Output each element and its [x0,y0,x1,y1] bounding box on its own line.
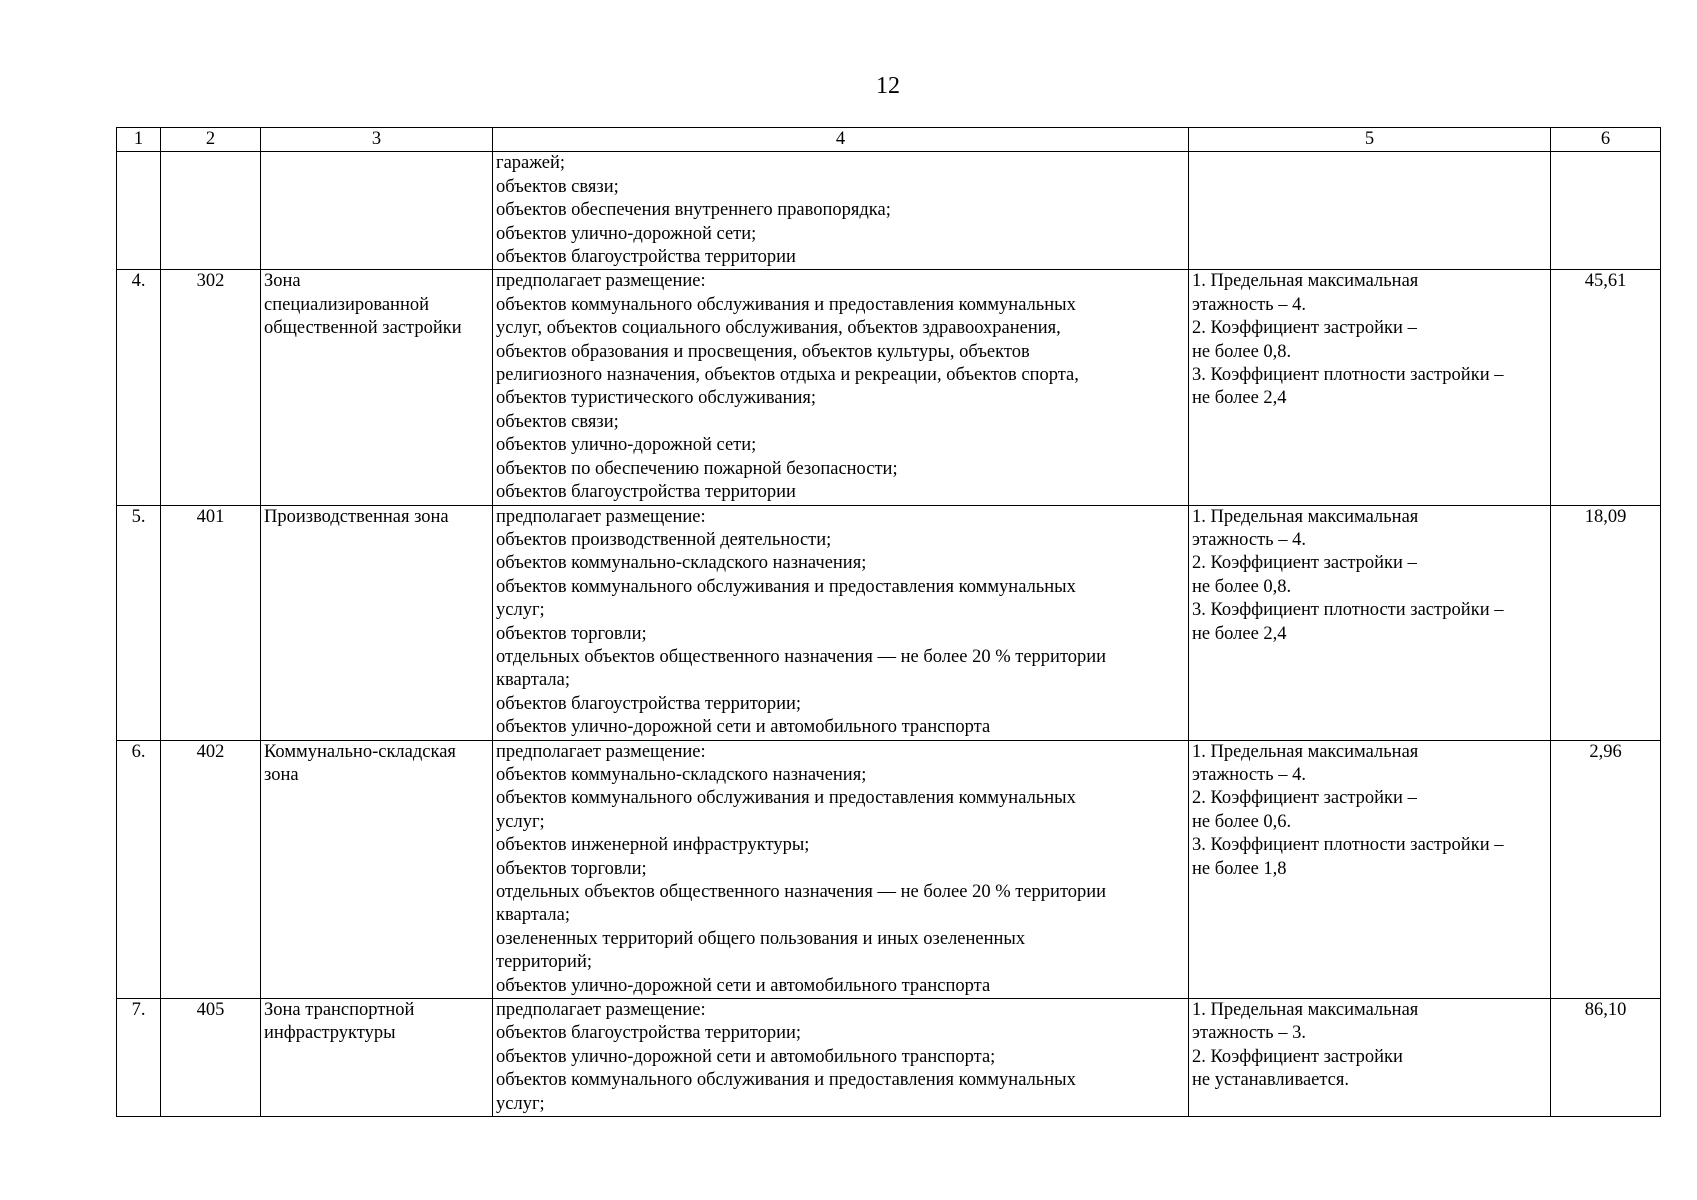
zone-name-line: зона [264,764,299,785]
placement-line: объектов улично-дорожной сети и автомобильного транспорта; [496,1046,996,1067]
placement-line: объектов инженерной инфраструктуры; [496,835,810,856]
page-number: 12 [876,73,900,99]
zone-name-line: Производственная зона [264,506,449,527]
table-row [117,270,1661,505]
placement-line: отдельных объектов общественного назначения — не более 20 % территории [496,882,1107,902]
zone-code-cell [161,152,261,270]
parameters-cell [1189,740,1551,998]
table-body [117,152,1661,1117]
row-number-cell: 4. [117,270,161,505]
parameters-line: 2. Коэффициент застройки – [1192,318,1417,339]
placement-line: квартала; [496,905,570,926]
parameters-line: не устанавливается. [1192,1070,1350,1091]
header-row [117,128,1661,152]
area-cell [1551,152,1661,270]
placement-cell [493,505,1189,740]
row-number-cell [117,152,161,270]
placement-line: объектов обеспечения внутреннего правопорядка; [496,200,891,221]
placement-line: объектов улично-дорожной сети; [496,435,757,456]
placement-line: объектов по обеспечению пожарной безопасности; [496,458,898,479]
table-row [117,999,1661,1117]
placement-line: предполагает размещение: [496,741,706,762]
placement-line: услуг; [496,600,545,621]
table-header [117,128,1661,152]
parameters-line: не более 2,4 [1192,623,1287,644]
zone-name-line: Зона транспортной [264,1000,415,1021]
zone-name-cell [261,152,493,270]
placement-line: услуг; [496,1093,545,1114]
placement-line: объектов торговли; [496,858,647,879]
placement-cell [493,152,1189,270]
placement-line: объектов улично-дорожной сети и автомобильного транспорта [496,717,991,738]
placement-cell [493,740,1189,998]
placement-line: объектов коммунального обслуживания и предоставления коммунальных [496,576,1076,597]
parameters-line: не более 0,8. [1192,576,1292,597]
parameters-cell [1189,505,1551,740]
placement-line: объектов благоустройства территории [496,247,796,268]
placement-line: объектов коммунального обслуживания и предоставления коммунальных [496,294,1076,315]
parameters-line: этажность – 3. [1192,1023,1306,1044]
zone-code-cell: 405 [161,999,261,1117]
parameters-line: 2. Коэффициент застройки [1192,1046,1403,1067]
placement-line: объектов связи; [496,411,619,432]
placement-line: предполагает размещение: [496,1000,706,1021]
zone-name-cell [261,270,493,505]
placement-line: объектов образования и просвещения, объектов культуры, объектов [496,341,1030,362]
area-cell: 2,96 [1551,740,1661,998]
parameters-cell [1189,270,1551,505]
placement-line: объектов торговли; [496,623,647,644]
parameters-line: 2. Коэффициент застройки – [1192,553,1417,574]
parameters-line: 1. Предельная максимальная [1192,741,1419,762]
placement-line: объектов улично-дорожной сети; [496,223,757,244]
placement-line: религиозного назначения, объектов отдыха и рекреации, объектов спорта, [496,365,1079,386]
placement-line: объектов благоустройства территории; [496,1023,802,1044]
column-header-4: 4 [493,128,1189,152]
zone-name-line: общественной застройки [264,318,462,339]
placement-line: объектов коммунального обслуживания и предоставления коммунальных [496,788,1076,809]
zone-code-cell: 401 [161,505,261,740]
placement-line: квартала; [496,670,570,691]
parameters-line: этажность – 4. [1192,294,1306,315]
column-header-3: 3 [261,128,493,152]
parameters-line: 1. Предельная максимальная [1192,271,1419,292]
placement-line: услуг, объектов социального обслуживания, объектов здравоохранения, [496,318,1061,339]
placement-line: предполагает размещение: [496,271,706,292]
placement-line: объектов связи; [496,176,619,197]
placement-line: объектов коммунально-складского назначения; [496,764,867,785]
placement-line: озелененных территорий общего пользования и иных озелененных [496,928,1026,949]
parameters-line: 2. Коэффициент застройки – [1192,788,1417,809]
zone-name-line: инфраструктуры [264,1023,396,1044]
parameters-line: не более 1,8 [1192,858,1287,879]
zone-name-cell [261,999,493,1117]
parameters-line: 3. Коэффициент плотности застройки – [1192,365,1504,386]
parameters-line: 3. Коэффициент плотности застройки – [1192,835,1504,856]
placement-cell [493,999,1189,1117]
zone-name-line: Зона [264,271,301,292]
area-cell: 86,10 [1551,999,1661,1117]
column-header-2: 2 [161,128,261,152]
parameters-line: не более 0,8. [1192,341,1292,362]
column-header-1: 1 [117,128,161,152]
placement-line: предполагает размещение: [496,506,706,527]
column-header-6: 6 [1551,128,1661,152]
table-row [117,505,1661,740]
row-number-cell: 6. [117,740,161,998]
area-cell: 18,09 [1551,505,1661,740]
placement-line: территорий; [496,952,592,973]
parameters-line: 1. Предельная максимальная [1192,1000,1419,1021]
placement-line: объектов производственной деятельности; [496,529,832,550]
column-header-5: 5 [1189,128,1551,152]
placement-line: объектов коммунального обслуживания и предоставления коммунальных [496,1070,1076,1091]
zone-name-cell [261,505,493,740]
zone-code-cell: 402 [161,740,261,998]
area-cell: 45,61 [1551,270,1661,505]
parameters-line: 3. Коэффициент плотности застройки – [1192,600,1504,621]
parameters-line: 1. Предельная максимальная [1192,506,1419,527]
placement-line: отдельных объектов общественного назначения — не более 20 % территории [496,646,1107,667]
placement-line: объектов туристического обслуживания; [496,388,817,409]
parameters-cell [1189,152,1551,270]
zone-name-line: Коммунально-складская [264,741,456,762]
parameters-line: этажность – 4. [1192,764,1306,785]
row-number-cell: 5. [117,505,161,740]
placement-line: объектов коммунально-складского назначения; [496,553,867,574]
placement-line: гаражей; [496,153,566,174]
zone-name-line: специализированной [264,294,429,315]
table-row [117,740,1661,998]
parameters-line: не более 0,6. [1192,811,1292,832]
zone-name-cell [261,740,493,998]
parameters-line: не более 2,4 [1192,388,1287,409]
parameters-cell [1189,999,1551,1117]
row-number-cell: 7. [117,999,161,1117]
placement-cell [493,270,1189,505]
zones-table [116,127,1661,1117]
placement-line: объектов улично-дорожной сети и автомобильного транспорта [496,975,991,996]
parameters-line: этажность – 4. [1192,529,1306,550]
placement-line: объектов благоустройства территории; [496,693,802,714]
placement-line: услуг; [496,811,545,832]
table-row [117,152,1661,270]
placement-line: объектов благоустройства территории [496,482,796,503]
zone-code-cell: 302 [161,270,261,505]
